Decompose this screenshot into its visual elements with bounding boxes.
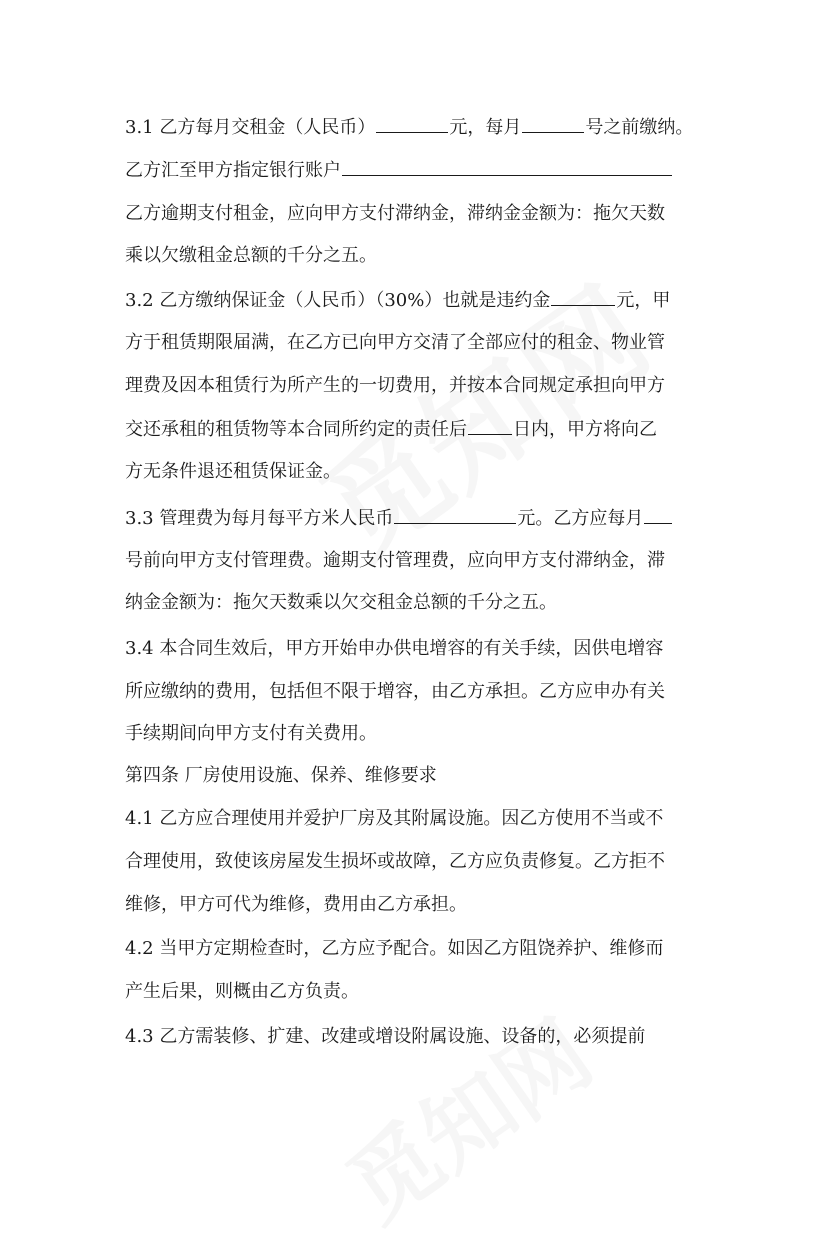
account-blank xyxy=(342,157,672,176)
section-heading: 第四条 厂房使用设施、保养、维修要求 xyxy=(125,765,437,786)
text-line: 交还承租的租赁物等本合同所约定的责任后 日内，甲方将向乙 xyxy=(125,416,705,443)
text-line: 维修，甲方可代为维修，费用由乙方承担。 xyxy=(125,894,467,915)
text-line: 4.2 当甲方定期检查时，乙方应予配合。如因乙方阻饶养护、维修而 xyxy=(125,938,664,959)
fill-blank xyxy=(468,416,512,435)
text-line: 3.2 乙方缴纳保证金（人民币）（30%）也就是违约金 元，甲 xyxy=(125,287,705,314)
text-line: 乙方汇至甲方指定银行账户 xyxy=(125,157,705,184)
text-line: 手续期间向甲方支付有关费用。 xyxy=(125,723,377,744)
text-line: 合理使用，致使该房屋发生损坏或故障，乙方应负责修复。乙方拒不 xyxy=(125,851,665,872)
fill-blank xyxy=(394,505,516,524)
fill-blank xyxy=(522,114,584,133)
text-line: 3.4 本合同生效后，甲方开始申办供电增容的有关手续，因供电增容 xyxy=(125,638,664,659)
text-line: 号前向甲方支付管理费。逾期支付管理费，应向甲方支付滞纳金，滞 xyxy=(125,550,665,571)
text-line: 方于租赁期限届满，在乙方已向甲方交清了全部应付的租金、物业管 xyxy=(125,332,665,353)
text-line: 3.1 乙方每月交租金（人民币） 元，每月 号之前缴纳。 xyxy=(125,114,705,141)
text-line: 产生后果，则概由乙方负责。 xyxy=(125,981,359,1002)
text-line: 方无条件退还租赁保证金。 xyxy=(125,461,341,482)
text-line: 乙方逾期支付租金，应向甲方支付滞纳金，滞纳金金额为：拖欠天数 xyxy=(125,203,665,224)
text-line: 4.1 乙方应合理使用并爱护厂房及其附属设施。因乙方使用不当或不 xyxy=(125,808,664,829)
text-line: 纳金金额为：拖欠天数乘以欠交租金总额的千分之五。 xyxy=(125,592,557,613)
text-line: 3.3 管理费为每月每平方米人民币 元。乙方应每月 xyxy=(125,505,705,532)
fill-blank xyxy=(551,287,615,306)
fill-blank xyxy=(644,505,672,524)
text-line: 4.3 乙方需装修、扩建、改建或增设附属设施、设备的，必须提前 xyxy=(125,1026,646,1047)
text-line: 乘以欠缴租金总额的千分之五。 xyxy=(125,245,377,266)
text-line: 所应缴纳的费用，包括但不限于增容，由乙方承担。乙方应申办有关 xyxy=(125,681,665,702)
text-line: 理费及因本租赁行为所产生的一切费用，并按本合同规定承担向甲方 xyxy=(125,375,665,396)
fill-blank xyxy=(376,114,448,133)
